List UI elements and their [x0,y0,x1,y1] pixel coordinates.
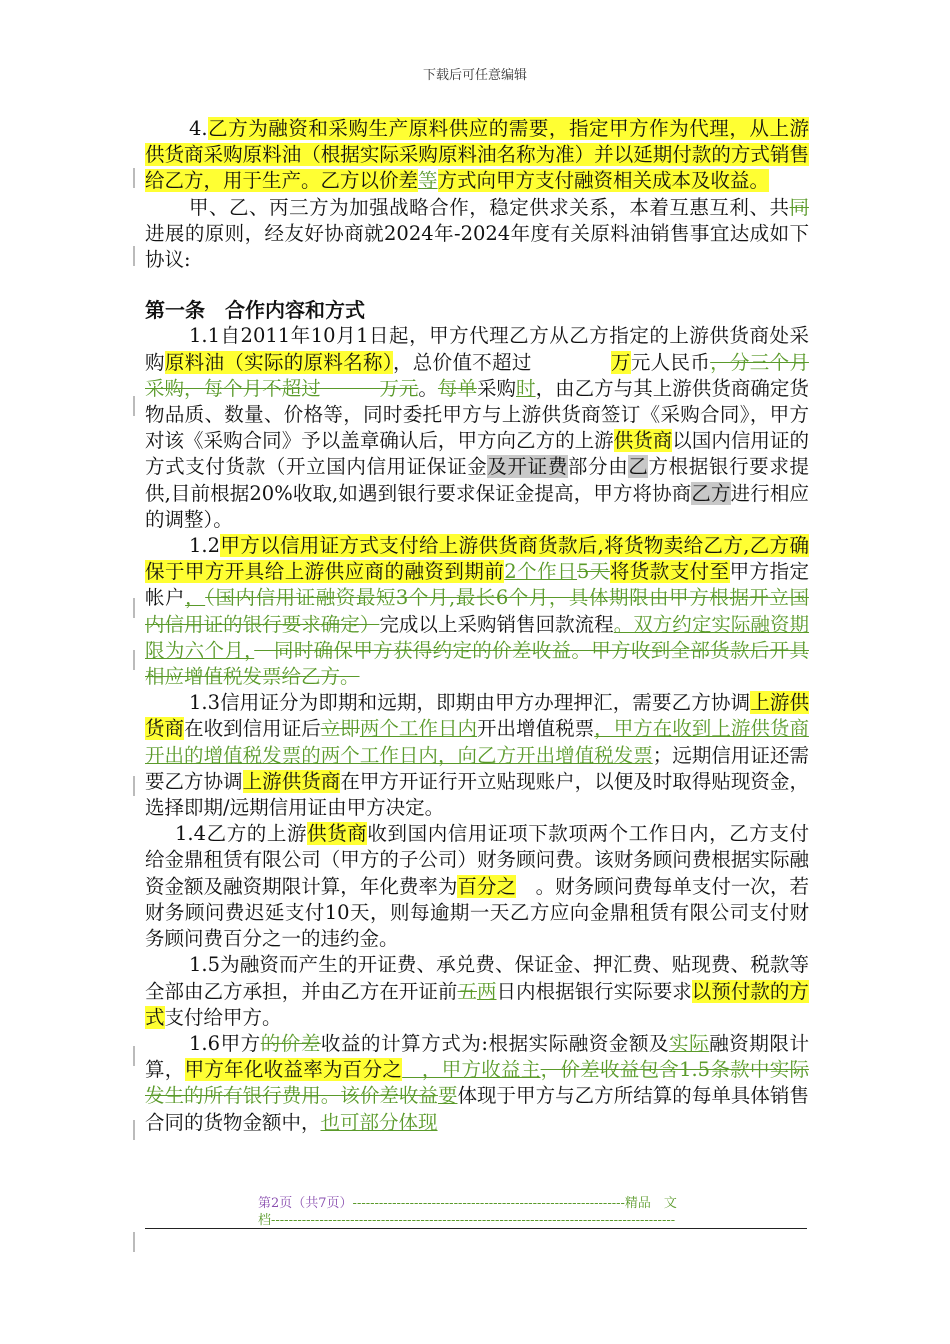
footer-line-2: 档-------------------------------------------------------------------------------------------- [258,1213,676,1228]
change-bar [133,1232,135,1252]
clause-1-6: 1.6甲方的价差收益的计算方式为:根据实际融资金额及实际融资期限计算，甲方年化收益率为百分之 ，甲方收益主，价差收益包含1.5条款中实际发生的所有银行费用。该价差收益要体现于甲方与乙方所结算的每单具体销售合同的货物金额中，也可部分体现 [145,1031,809,1134]
clause-1-5: 1.5为融资而产生的开证费、承兑费、保证金、押汇费、贴现费、税款等全部由乙方承担，并由乙方在开证前五两日内根据银行实际要求以预付款的方式支付给甲方。 [145,953,809,1029]
change-bar [133,598,135,618]
change-bar [133,246,135,266]
change-bar [133,650,135,670]
document-body [145,116,809,1136]
page-footer [258,1195,698,1229]
change-bar [133,1046,135,1066]
intro-paragraph: 甲、乙、丙三方为加强战略合作，稳定供求关系，本着互惠互利、共同进展的原则，经友好协商就2024年-2024年度有关原料油销售事宜达成如下协议: [145,195,809,272]
footer-line-1: 第2页（共7页）--------------------------------------------------------------精品 文 [258,1196,677,1211]
paragraph-4: 4.乙方为融资和采购生产原料供应的需要，指定甲方作为代理，从上游供货商采购原料油（根据实际采购原料油名称为准）并以延期付款的方式销售给乙方，用于生产。乙方以价差等方式向甲方支付融资相关成本及收益。 [145,117,809,193]
clause-1-2: 1.2甲方以信用证方式支付给上游供货商货款后,将货物卖给乙方,乙方确保于甲方开具给上游供应商的融资到期前2个作日5天将货款支付至甲方指定帐户，（国内信用证融资最短3个月,最长6个月，具体期限由甲方根据开立国内信用证的银行要求确定）完成以上采购销售回款流程。双方约定实际融资期限为六个月， 同时确保甲方获得约定的价差收益。甲方收到全部货款后开具相应增值税发票给乙方。 [145,534,809,689]
clause-1-1: 1.1自2011年10月1日起，甲方代理乙方从乙方指定的上游供货商处采购原料油（实际的原料名称），总价值不超过 万元人民币，分三个月采购，每个月不超过 万元。每单采购时，由乙方与其上游供货商确定货物品质、数量、价格等，同时委托甲方与上游供货商签订《采购合同》，甲方对该《采购合同》予以盖章确认后，甲方向乙方的上游供货商以国内信用证的方式支付货款（开立国内信用证保证金及开证费部分由乙方根据银行要求提供,目前根据20%收取,如遇到银行要求保证金提高，甲方将协商乙方进行相应的调整）。 [145,324,809,531]
page-header: 下载后可任意编辑 [422,68,527,83]
change-bar [133,168,135,188]
article-1-heading: 第一条 合作内容和方式 [145,298,365,323]
change-bar [133,776,135,796]
footer-rule [145,1228,807,1229]
clause-1-3: 1.3信用证分为即期和远期，即期由甲方办理押汇，需要乙方协调上游供货商在收到信用证后立即两个工作日内开出增值税票，甲方在收到上游供货商开出的增值税发票的两个工作日内，向乙方开出增值税发票；远期信用证还需要乙方协调上游供货商在甲方开证行开立贴现账户，以便及时取得贴现资金，选择即期/远期信用证由甲方决定。 [145,691,809,820]
page-number: 第2页（共7页） [258,1196,353,1211]
change-bar [133,1120,135,1140]
change-bar [133,396,135,416]
clause-1-4: 1.4乙方的上游供货商收到国内信用证项下款项两个工作日内，乙方支付给金鼎租赁有限公司（甲方的子公司）财务顾问费。该财务顾问费根据实际融资金额及融资期限计算，年化费率为百分之 。财务顾问费每单支付一次，若财务顾问费迟延支付10天，则每逾期一天乙方应向金鼎租赁有限公司支付财务顾问费百分之一的违约金。 [145,822,809,951]
